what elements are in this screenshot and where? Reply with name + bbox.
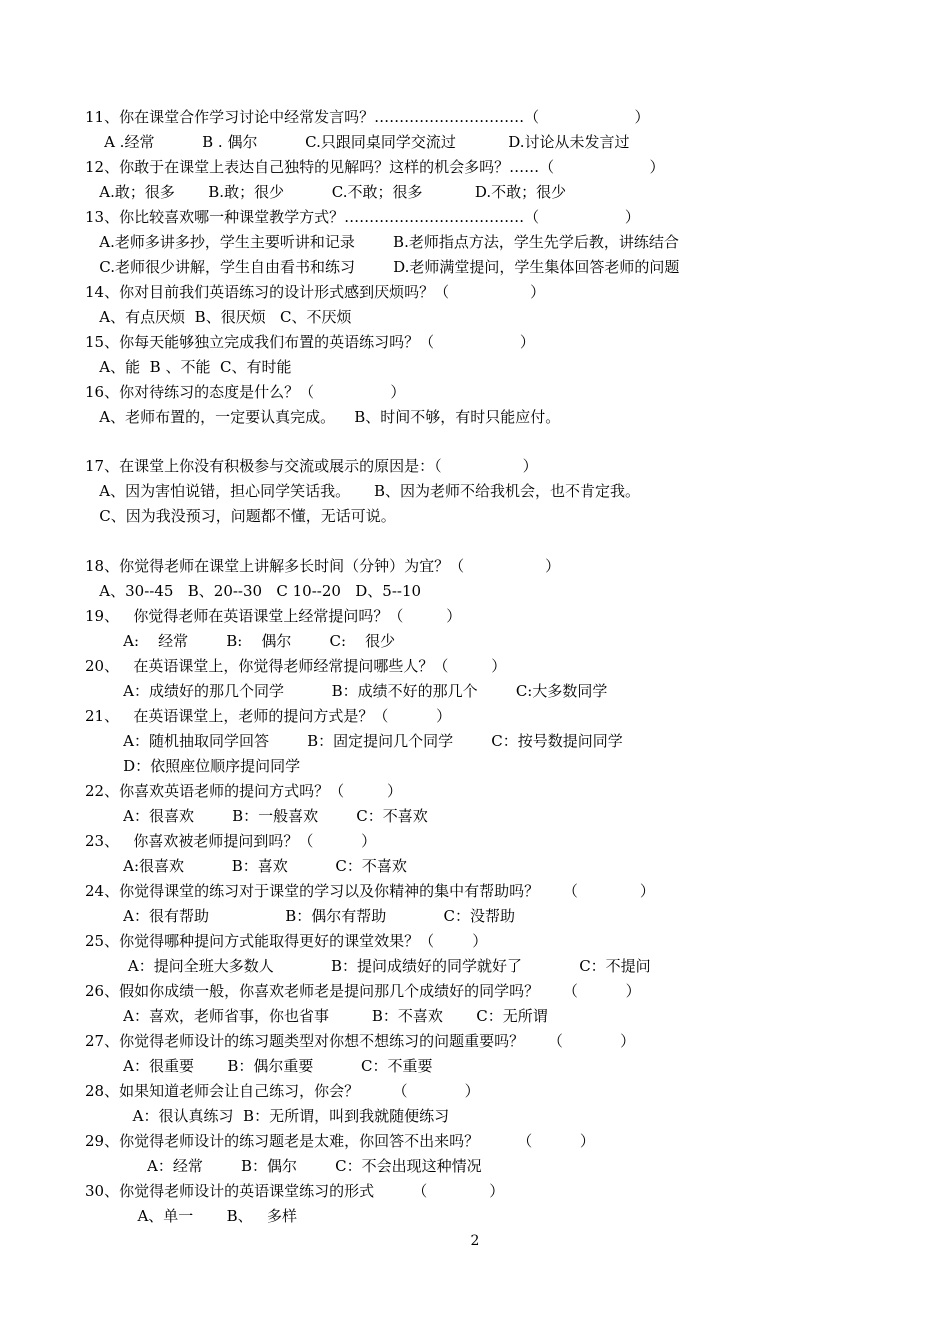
q25-question: 25、你觉得哪种提问方式能取得更好的课堂效果？（ ）: [85, 932, 488, 950]
q14-options: A、有点厌烦 B、很厌烦 C、不厌烦: [85, 308, 352, 326]
q15-options: A、能 B 、不能 C、有时能: [85, 358, 292, 376]
q13-options-ab: A.老师多讲多抄，学生主要听讲和记录 B.老师指点方法，学生先学后教，讲练结合: [85, 233, 679, 251]
q17-options-ab: A、因为害怕说错，担心同学笑话我。 B、因为老师不给我机会，也不肯定我。: [85, 482, 641, 500]
q22-question: 22、你喜欢英语老师的提问方式吗？（ ）: [85, 782, 403, 800]
q30-options: A、单一 B、 多样: [85, 1207, 297, 1225]
q28-options: A：很认真练习 B：无所谓，叫到我就随便练习: [85, 1107, 450, 1125]
q27-options: A：很重要 B：偶尔重要 C：不重要: [85, 1057, 433, 1075]
q20-options: A：成绩好的那几个同学 B：成绩不好的那几个 C:大多数同学: [85, 682, 608, 700]
q16-question: 16、你对待练习的态度是什么？（ ）: [85, 383, 406, 401]
page-number: 2: [470, 1233, 480, 1249]
q24-options: A：很有帮助 B：偶尔有帮助 C：没帮助: [85, 907, 515, 925]
q26-question: 26、假如你成绩一般，你喜欢老师老是提问那几个成绩好的同学吗？ （ ）: [85, 982, 641, 1000]
q29-question: 29、你觉得老师设计的练习题老是太难，你回答不出来吗？ （ ）: [85, 1132, 595, 1150]
q23-options: A:很喜欢 B：喜欢 C：不喜欢: [85, 857, 407, 875]
q16-options: A、老师布置的，一定要认真完成。 B、时间不够，有时只能应付。: [85, 408, 561, 426]
q24-question: 24、你觉得课堂的练习对于课堂的学习以及你精神的集中有帮助吗？ （ ）: [85, 882, 655, 900]
q14-question: 14、你对目前我们英语练习的设计形式感到厌烦吗？（ ）: [85, 283, 546, 301]
q11-question: 11、你在课堂合作学习讨论中经常发言吗？…………………………（ ）: [85, 108, 650, 126]
q27-question: 27、你觉得老师设计的练习题类型对你想不想练习的问题重要吗？ （ ）: [85, 1032, 636, 1050]
q12-question: 12、你敢于在课堂上表达自己独特的见解吗？这样的机会多吗？……（ ）: [85, 158, 665, 176]
q28-question: 28、如果知道老师会让自己练习，你会？ （ ）: [85, 1082, 480, 1100]
q13-options-cd: C.老师很少讲解，学生自由看书和练习 D.老师满堂提问，学生集体回答老师的问题: [85, 258, 680, 276]
q18-question: 18、你觉得老师在课堂上讲解多长时间（分钟）为宜？（ ）: [85, 557, 561, 575]
q19-options: A: 经常 B: 偶尔 C: 很少: [85, 632, 396, 650]
q29-options: A：经常 B：偶尔 C：不会出现这种情况: [85, 1157, 482, 1175]
q22-options: A：很喜欢 B：一般喜欢 C：不喜欢: [85, 807, 428, 825]
q17-question: 17、在课堂上你没有积极参与交流或展示的原因是：（ ）: [85, 457, 538, 475]
q11-options: A .经常 B . 偶尔 C.只跟同桌同学交流过 D.讨论从未发言过: [85, 133, 630, 151]
q21-question: 21、 在英语课堂上，老师的提问方式是？（ ）: [85, 707, 452, 725]
q26-options: A：喜欢，老师省事，你也省事 B：不喜欢 C：无所谓: [85, 1007, 548, 1025]
q30-question: 30、你觉得老师设计的英语课堂练习的形式 （ ）: [85, 1182, 505, 1200]
q19-question: 19、 你觉得老师在英语课堂上经常提问吗？（ ）: [85, 607, 462, 625]
q12-options: A.敢；很多 B.敢；很少 C.不敢；很多 D.不敢；很少: [85, 183, 567, 201]
q17-options-c: C、因为我没预习，问题都不懂，无话可说。: [85, 507, 396, 525]
q21-options-abc: A：随机抽取同学回答 B：固定提问几个同学 C：按号数提问同学: [85, 732, 623, 750]
q18-options: A、30--45 B、20--30 C 10--20 D、5--10: [85, 582, 422, 600]
q15-question: 15、你每天能够独立完成我们布置的英语练习吗？（ ）: [85, 333, 535, 351]
q13-question: 13、你比较喜欢哪一种课堂教学方式？………………………………（ ）: [85, 208, 640, 226]
q21-options-d: D：依照座位顺序提问同学: [85, 757, 301, 775]
q25-options: A：提问全班大多数人 B：提问成绩好的同学就好了 C：不提问: [85, 957, 651, 975]
q20-question: 20、 在英语课堂上，你觉得老师经常提问哪些人？（ ）: [85, 657, 507, 675]
q23-question: 23、 你喜欢被老师提问到吗？（ ）: [85, 832, 377, 850]
